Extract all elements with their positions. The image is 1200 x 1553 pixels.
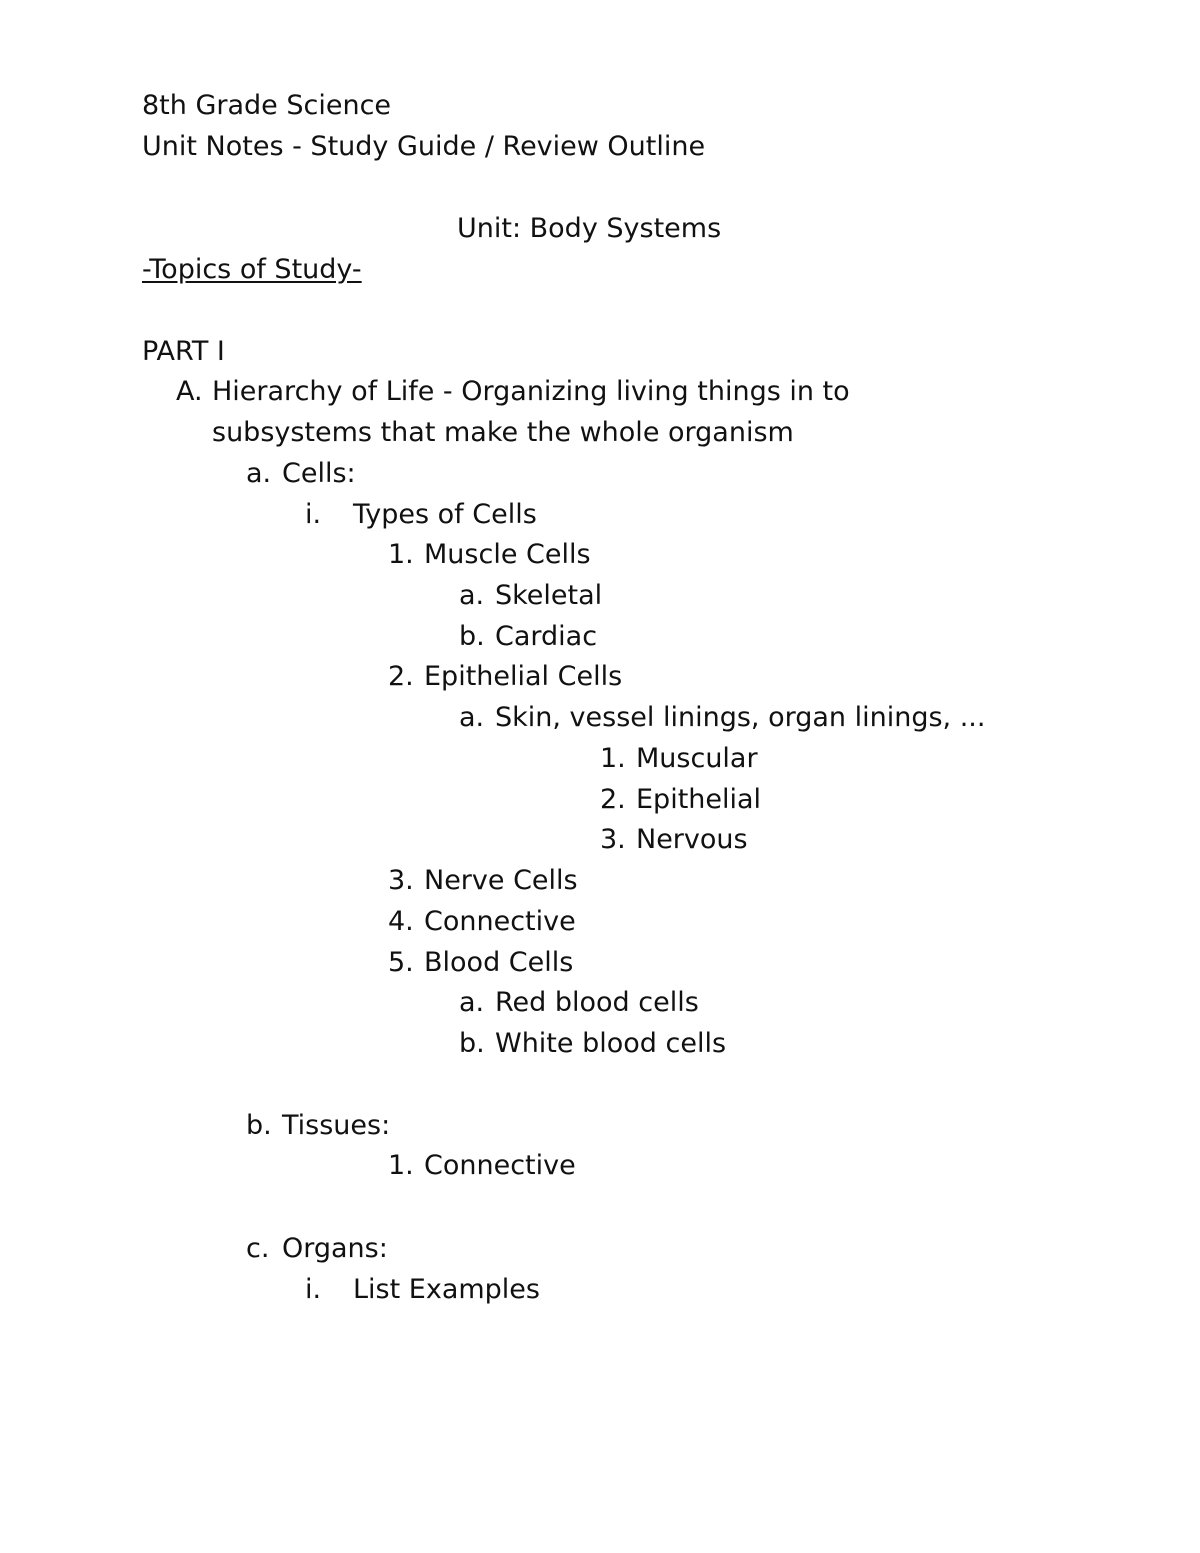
cells-label: Cells: — [282, 458, 356, 489]
list-item-marker: 2. — [600, 784, 626, 815]
list-item-marker: b. — [459, 621, 485, 652]
epithelial-marker: 2. — [388, 661, 414, 692]
list-item-marker: a. — [459, 580, 485, 611]
list-item-muscular: Muscular — [636, 743, 758, 774]
list-item-marker: a. — [459, 702, 485, 733]
part-label: PART I — [142, 336, 225, 367]
epithelial-linings: Skin, vessel linings, organ linings, ... — [495, 702, 986, 733]
list-item-marker: b. — [459, 1028, 485, 1059]
organs-list-examples: List Examples — [353, 1274, 540, 1305]
cells-marker: a. — [246, 458, 272, 489]
list-item-marker: 1. — [388, 1150, 414, 1181]
section-a-text-line1: Hierarchy of Life - Organizing living things in to — [212, 376, 850, 407]
section-a-text-line2: subsystems that make the whole organism — [212, 417, 794, 448]
muscle-skeletal: Skeletal — [495, 580, 603, 611]
nerve-marker: 3. — [388, 865, 414, 896]
list-item-epithelial: Epithelial — [636, 784, 762, 815]
unit-title: Unit: Body Systems — [457, 213, 722, 244]
list-item-marker: a. — [459, 987, 485, 1018]
blood-white: White blood cells — [495, 1028, 727, 1059]
blood-marker: 5. — [388, 947, 414, 978]
connective-marker: 4. — [388, 906, 414, 937]
list-item-marker: 3. — [600, 824, 626, 855]
list-item-nervous: Nervous — [636, 824, 748, 855]
muscle-marker: 1. — [388, 539, 414, 570]
tissues-label: Tissues: — [282, 1110, 391, 1141]
organs-marker: c. — [246, 1233, 270, 1264]
list-item-marker: 1. — [600, 743, 626, 774]
epithelial-label: Epithelial Cells — [424, 661, 623, 692]
blood-label: Blood Cells — [424, 947, 574, 978]
connective-label: Connective — [424, 906, 576, 937]
muscle-label: Muscle Cells — [424, 539, 591, 570]
types-label: Types of Cells — [353, 499, 537, 530]
document-subtitle: Unit Notes - Study Guide / Review Outline — [142, 131, 706, 162]
topics-heading: -Topics of Study- — [142, 254, 362, 285]
organs-label: Organs: — [282, 1233, 388, 1264]
tissues-marker: b. — [246, 1110, 272, 1141]
tissues-connective: Connective — [424, 1150, 576, 1181]
nerve-label: Nerve Cells — [424, 865, 578, 896]
muscle-cardiac: Cardiac — [495, 621, 598, 652]
types-marker: i. — [305, 499, 322, 530]
blood-red: Red blood cells — [495, 987, 699, 1018]
course-title: 8th Grade Science — [142, 90, 392, 121]
section-a-marker: A. — [176, 376, 203, 407]
list-item-marker: i. — [305, 1274, 322, 1305]
